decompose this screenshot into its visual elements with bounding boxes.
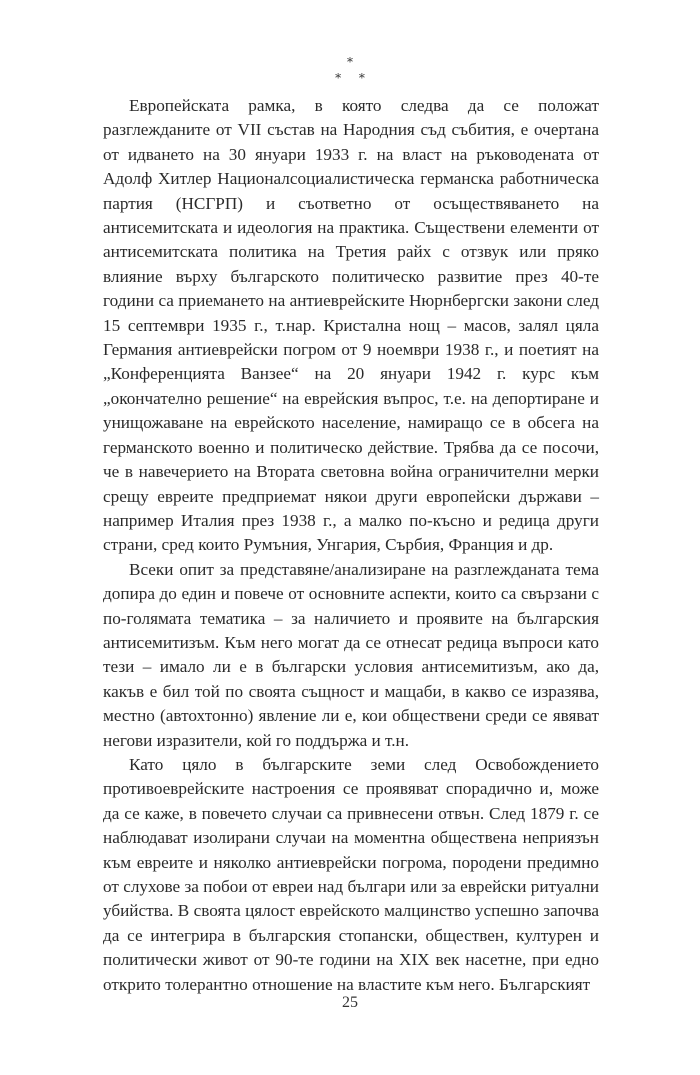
section-ornament-top: * — [347, 55, 353, 69]
paragraph-1: Европейската рамка, в която следва да се положат разглежданите от VII състав на Народния съд събития, е очертана от идването на 30 януари 1933 г. на власт на ръководената от Адолф Хитлер Националсоциалистическа германска работническа партия (НСГРП) и съответно от осъществяването на антисемитската и идеология на практика. Съществени елементи от антисемитската политика на Третия райх с отзвук или пряко влияние върху българското политическо развитие през 40-те години са приемането на антиеврейските Нюрнбергски закони след 15 септември 1935 г., т.нар. Кристална нощ – масов, залял цяла Германия антиеврейски погром от 9 ноември 1938 г., и поетият на „Конференцията Ванзее“ на 20 януари 1942 г. курс към „окончателно решение“ на еврейския въпрос, т.е. на депортиране и унищожаване на еврейското население, намиращо се в обсега на германското военно и политическо действие. Трябва да се посочи, че в навечерието на Втората световна война ограничителни мерки срещу евреите предприемат някои други европейски държави – например Италия през 1938 г., а малко по-късно и редица други страни, сред които Румъния, Унгария, Сърбия, Франция и др. — [103, 96, 599, 555]
body-text — [103, 94, 599, 997]
paragraph-2: Всеки опит за представяне/анализиране на разглежданата тема допира до един и повече от основните аспекти, които са свързани с по-голямата тематика – за наличието и проявите на българския антисемитизъм. Към него могат да се отнесат редица въпроси като тези – имало ли е в български условия антисемитизъм, ако да, какъв е бил той по своята същност и мащаби, в какво се изразява, местно (автохтонно) явление ли е, кои обществени среди се явяват негови изразители, кой го поддържа и т.н. — [103, 559, 599, 750]
page-number: 25 — [342, 994, 358, 1011]
section-ornament-bottom: * * — [335, 71, 365, 85]
paragraph-3: Като цяло в българските земи след Освобождението противоеврейските настроения се проявяват спорадично и, може да се каже, в повечето случаи са привнесени отвън. След 1879 г. се наблюдават изолирани случаи на моментна обществена неприязън към евреите и няколко антиеврейски погрома, породени предимно от слухове за побои от евреи над българи или за еврейски ритуални убийства. В своята цялост еврейското малцинство успешно започва да се интегрира в българския стопански, обществен, културен и политически живот от 90-те години на XIX век насетне, при едно открито толерантно отношение на властите към него. Българският — [103, 754, 599, 994]
